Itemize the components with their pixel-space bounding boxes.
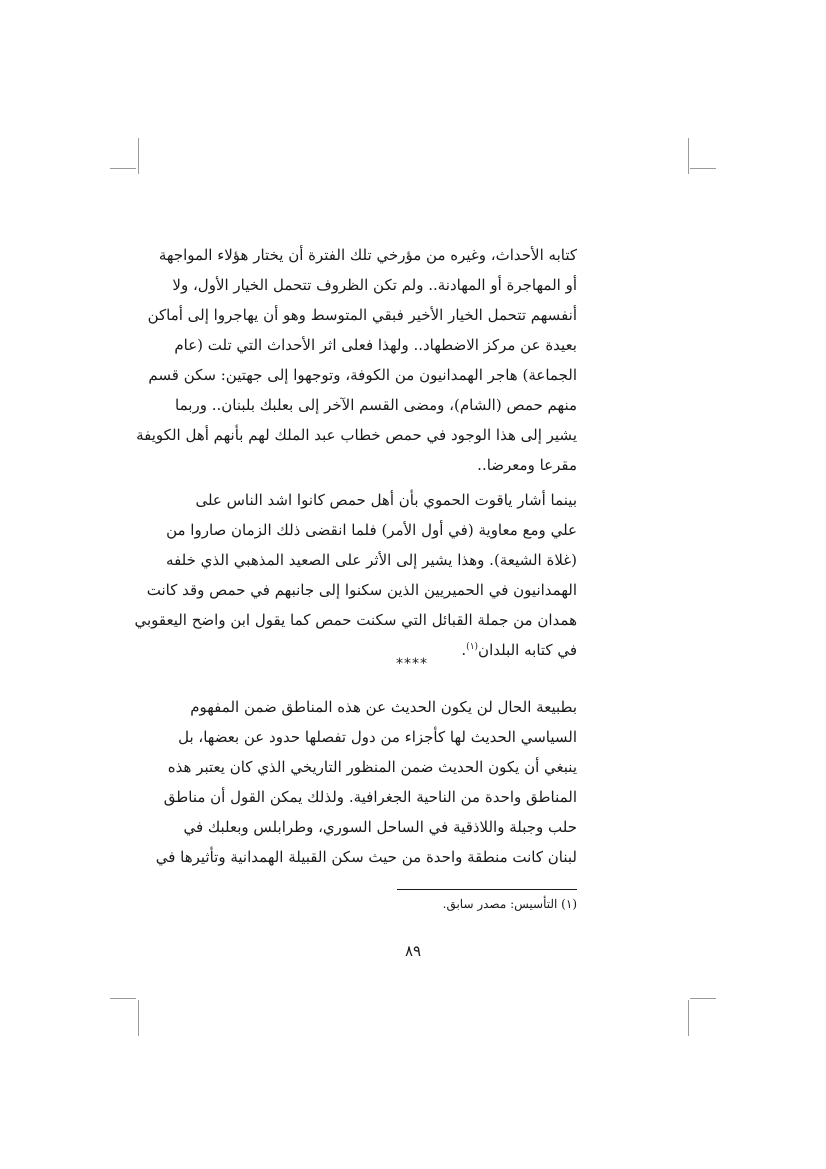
crop-mark [110, 998, 136, 999]
text-line: بعيدة عن مركز الاضطهاد.. ولهذا فعلى اثر الأحداث التي تلت (عام [174, 336, 577, 354]
text-fragment: في كتابه البلدان [478, 641, 577, 659]
text-line: كتابه الأحداث، وغيره من مؤرخي تلك الفترة أن يختار هؤلاء المواجهة [158, 246, 577, 264]
crop-mark [138, 1000, 139, 1036]
text-line: بطبيعة الحال لن يكون الحديث عن هذه المناطق ضمن المفهوم [190, 698, 577, 716]
text-line: الهمدانيون في الحميريين الذين سكنوا إلى جانبهم في حمص وقد كانت [146, 581, 577, 599]
crop-mark [110, 168, 136, 169]
text-line: الجماعة) هاجر الهمدانيون من الكوفة، وتوجهوا إلى جهتين: سكن قسم [148, 366, 577, 384]
text-line: (غلاة الشيعة). وهذا يشير إلى الأثر على الصعيد المذهبي الذي خلفه [166, 551, 577, 569]
crop-mark [690, 998, 716, 999]
text-line: المناطق واحدة من الناحية الجغرافية. ولذلك يمكن القول أن مناطق [163, 788, 577, 806]
text-line: يشير إلى هذا الوجود في حمص خطاب عبد الملك لهم بأنهم أهل الكويفة [136, 426, 577, 444]
text-line: علي ومع معاوية (في أول الأمر) فلما انقضى ذلك الزمان صاروا من [166, 521, 577, 539]
text-line: حلب وجبلة واللاذقية في الساحل السوري، وطرابلس وبعلبك في [183, 818, 577, 836]
text-line: أنفسهم تتحمل الخيار الأخير فبقي المتوسط وهو أن يهاجروا إلى أماكن [147, 306, 577, 324]
text-line: أو المهاجرة أو المهادنة.. ولم تكن الظروف تتحمل الخيار الأول، ولا [172, 276, 577, 294]
text-line: السياسي الحديث لها كأجزاء من دول تفصلها حدود عن بعضها، بل [178, 728, 577, 746]
page-number: ٨٩ [404, 942, 422, 960]
crop-mark [138, 138, 139, 174]
section-separator: **** [396, 656, 428, 672]
text-line: همدان من جملة القبائل التي سكنت حمص كما يقول ابن واضح اليعقوبي [134, 611, 577, 629]
text-line: بينما أشار ياقوت الحموي بأن أهل حمص كانوا اشد الناس على [195, 491, 577, 509]
footnote-reference[interactable]: (١) [466, 642, 479, 652]
text-line: منهم حمص (الشام)، ومضى القسم الآخر إلى بعلبك بلبنان.. وربما [175, 396, 577, 414]
paragraph-2 [134, 485, 577, 665]
text-line: ينبغي أن يكون الحديث ضمن المنظور التاريخي الذي كان يعتبر هذه [167, 758, 577, 776]
paragraph-3 [155, 692, 577, 872]
crop-mark [688, 1000, 689, 1036]
footnote: (١) التأسيس: مصدر سابق. [442, 897, 577, 911]
text-line: لبنان كانت منطقة واحدة من حيث سكن القبيلة الهمدانية وتأثيرها في [155, 848, 577, 866]
text-line: مقرعا ومعرضا.. [477, 456, 577, 474]
crop-mark [690, 168, 716, 169]
paragraph-1 [136, 240, 577, 480]
crop-mark [688, 138, 689, 174]
text-fragment: . [461, 641, 467, 659]
footnote-divider [397, 889, 577, 890]
